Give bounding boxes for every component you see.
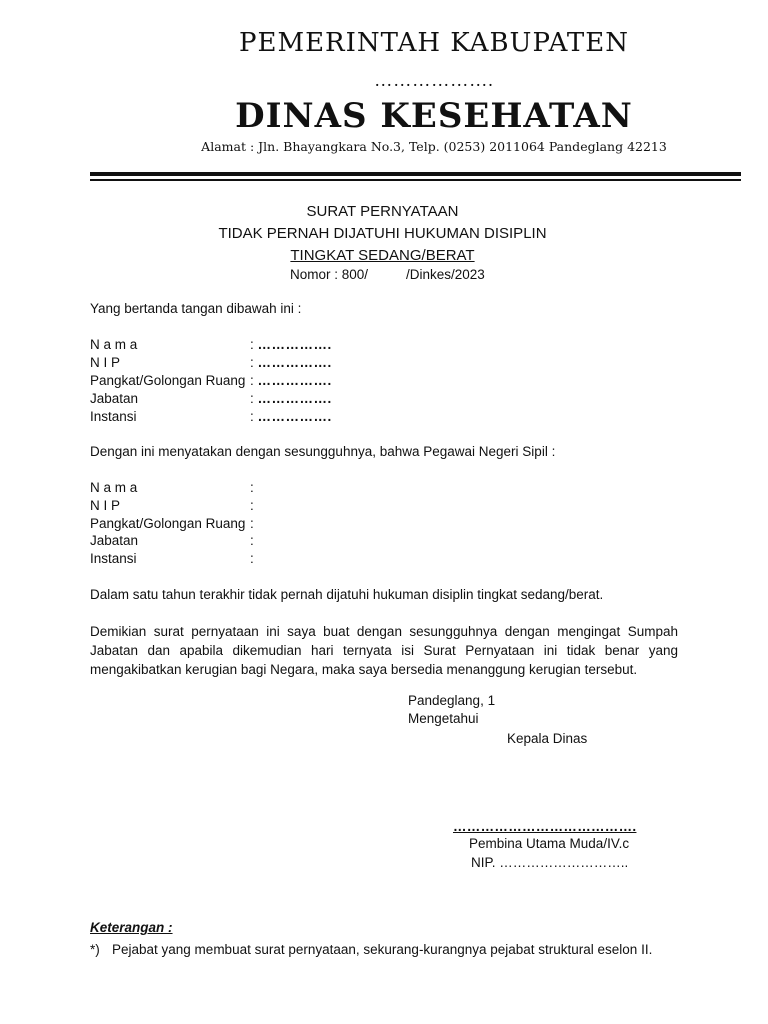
subject-field-label: N I P [90, 498, 121, 513]
document-subtitle: TIDAK PERNAH DIJATUHI HUKUMAN DISIPLIN [218, 225, 547, 242]
signer-field-row [90, 337, 490, 355]
subject-field-label: Jabatan [90, 533, 139, 548]
subject-field-label: Instansi [90, 551, 137, 566]
subject-field-row [90, 551, 490, 569]
subject-field-separator: : [250, 533, 254, 548]
note-title: Keterangan : [90, 920, 173, 935]
note-line [90, 942, 652, 957]
signer-field-row [90, 391, 490, 409]
closing-paragraph: Demikian surat pernyataan ini saya buat dengan sesungguhnya dengan mengingat Sumpah Jabatan dan apabila dikemudian hari ternyata isi Surat Pernyataan ini tidak benar yang mengakibatkan kerugian bagi Negara, maka saya bersedia menanggung kerugian tersebut. [90, 624, 678, 677]
document-title: SURAT PERNYATAAN [306, 203, 459, 220]
note-mark: *) [90, 942, 100, 957]
signer-field-row [90, 409, 490, 427]
signature-acknowledge: Mengetahui [408, 711, 479, 726]
signer-field-label: Instansi [90, 409, 137, 424]
signer-field-label: Jabatan [90, 391, 139, 406]
subject-field-row [90, 498, 490, 516]
subject-field-row [90, 516, 490, 534]
letterhead-agency: DINAS KESEHATAN [235, 96, 633, 136]
letterhead-address: Alamat : Jln. Bhayangkara No.3, Telp. (0253) 2011064 Pandeglang 42213 [201, 139, 667, 154]
subject-field-row [90, 480, 490, 498]
subject-field-row [90, 533, 490, 551]
signer-field-row [90, 355, 490, 373]
document-number [290, 267, 485, 282]
signer-field-label: N a m a [90, 337, 138, 352]
letterhead-rule-thick [90, 172, 741, 176]
note-text: Pejabat yang membuat surat pernyataan, sekurang-kurangnya pejabat struktural eselon II. [112, 942, 653, 957]
document-number-prefix: Nomor : 800/ [290, 267, 369, 282]
letterhead-regency-placeholder: ………………. [374, 70, 494, 90]
document-number-suffix: /Dinkes/2023 [406, 267, 485, 282]
subject-intro: Dengan ini menyatakan dengan sesungguhnya, bahwa Pegawai Negeri Sipil : [90, 444, 556, 459]
signer-field-value: : ……………. [250, 373, 332, 388]
signature-name-placeholder: …………………………………. [453, 819, 637, 834]
subject-field-separator: : [250, 480, 254, 495]
signature-nip: NIP. ……………………….. [471, 855, 629, 870]
signer-field-row [90, 373, 490, 391]
signer-intro: Yang bertanda tangan dibawah ini : [90, 301, 302, 316]
signer-field-value: : ……………. [250, 355, 332, 370]
signer-field-value: : ……………. [250, 409, 332, 424]
subject-field-label: N a m a [90, 480, 138, 495]
signer-field-label: Pangkat/Golongan Ruang [90, 373, 246, 388]
signature-rank: Pembina Utama Muda/IV.c [469, 836, 630, 851]
subject-field-label: Pangkat/Golongan Ruang [90, 516, 246, 531]
subject-field-separator: : [250, 516, 254, 531]
signer-field-value: : ……………. [250, 337, 332, 352]
letterhead-rule-thin [90, 179, 741, 181]
document-subtitle-underlined: TINGKAT SEDANG/BERAT [290, 247, 475, 264]
letterhead-government: PEMERINTAH KABUPATEN [238, 28, 629, 58]
subject-field-separator: : [250, 551, 254, 566]
signer-field-value: : ……………. [250, 391, 332, 406]
signer-field-label: N I P [90, 355, 121, 370]
signature-place-date: Pandeglang, 1 [408, 693, 496, 708]
signature-position: Kepala Dinas [507, 731, 588, 746]
statement-text: Dalam satu tahun terakhir tidak pernah dijatuhi hukuman disiplin tingkat sedang/berat. [90, 587, 604, 602]
subject-field-separator: : [250, 498, 254, 513]
